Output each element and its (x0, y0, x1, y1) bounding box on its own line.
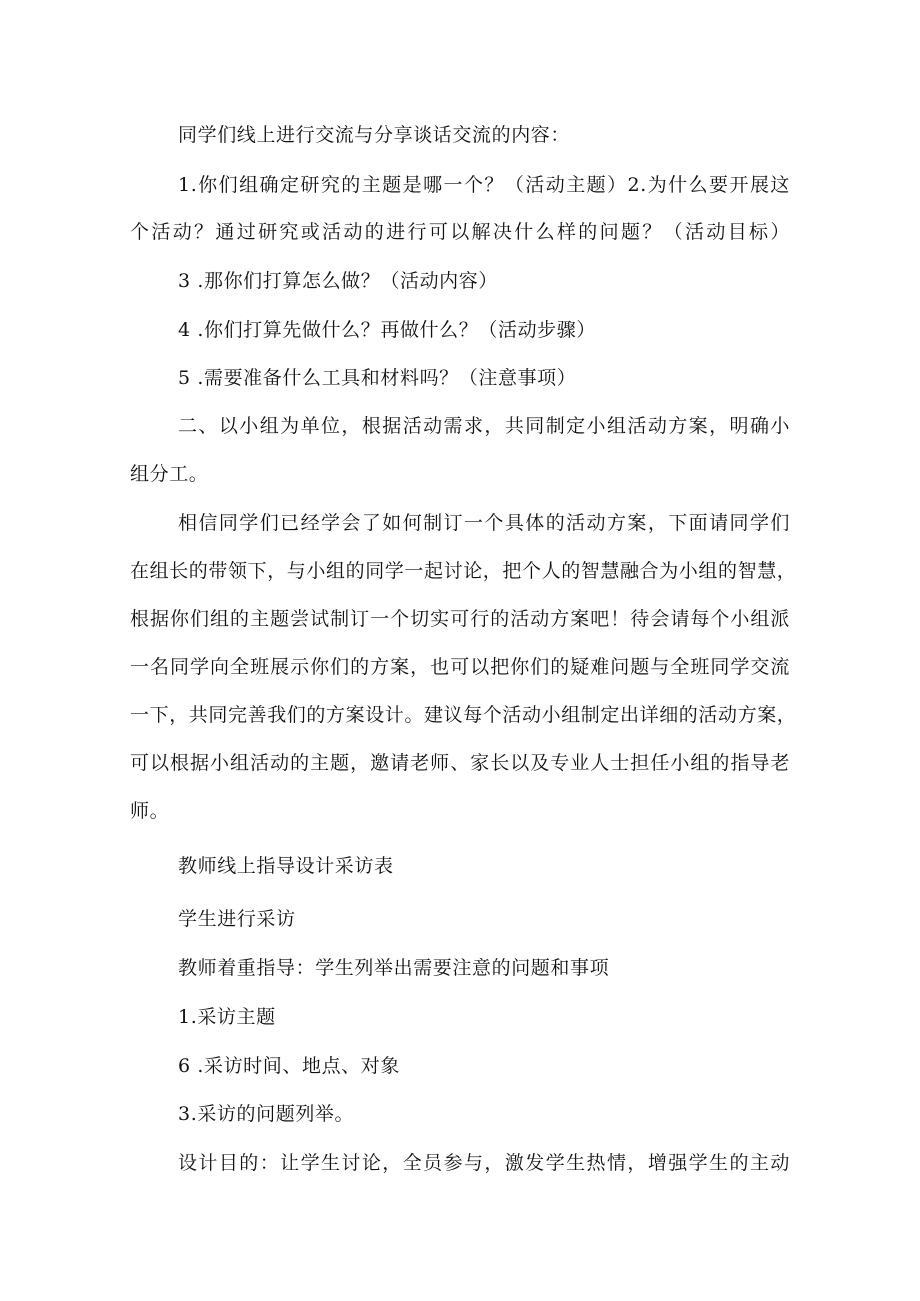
design-purpose-text: 设计目的：让学生讨论，全员参与，激发学生热情，增强学生的主动 (178, 1152, 790, 1174)
paragraph-line-3 (130, 605, 790, 633)
paragraph-text-6: 可以根据小组活动的主题，邀请老师、家长以及专业人士担任小组的指导老 (130, 752, 790, 774)
question-line-2 (130, 218, 790, 246)
paragraph-line-1 (178, 509, 790, 537)
section-heading-line-2: 组分工。 (130, 463, 209, 485)
paragraph-line-7: 师。 (130, 800, 170, 822)
paragraph-line-2 (130, 557, 797, 585)
paragraph-text-3: 根据你们组的主题尝试制订一个切实可行的活动方案吧！待会请每个小组派 (130, 608, 790, 630)
design-purpose-line (178, 1149, 790, 1177)
paragraph-line-5 (130, 701, 797, 729)
question-text-2: 个活动？通过研究或活动的进行可以解决什么样的问题？（活动目标） (130, 221, 790, 243)
student-interview-line: 学生进行采访 (178, 908, 296, 930)
section-heading-line-1 (178, 412, 790, 440)
question-line-1 (178, 171, 790, 199)
list-item-5: 5 .需要准备什么工具和材料吗？（注意事项） (178, 367, 577, 389)
paragraph-line-6 (130, 749, 790, 777)
list-item-3: 3 .那你们打算怎么做？（活动内容） (178, 270, 498, 292)
list-item-4: 4 .你们打算先做什么？再做什么？（活动步骤） (178, 319, 596, 341)
paragraph-text-5: 一下，共同完善我们的方案设计。建议每个活动小组制定出详细的活动方案， (130, 704, 797, 726)
paragraph-line-4 (130, 653, 790, 681)
interview-item-6: 6 .采访时间、地点、对象 (178, 1055, 400, 1077)
question-text-1: 1.你们组确定研究的主题是哪一个？（活动主题）2.为什么要开展这 (178, 174, 790, 196)
paragraph-text-2: 在组长的带领下，与小组的同学一起讨论，把个人的智慧融合为小组的智慧， (130, 560, 797, 582)
interview-table-title: 教师线上指导设计采访表 (178, 855, 394, 877)
paragraph-intro: 同学们线上进行交流与分享谈话交流的内容： (178, 124, 571, 146)
teacher-guidance-line: 教师着重指导：学生列举出需要注意的问题和事项 (178, 957, 610, 979)
paragraph-text-4: 一名同学向全班展示你们的方案，也可以把你们的疑难问题与全班同学交流 (130, 656, 790, 678)
section-heading-text-1: 二、以小组为单位，根据活动需求，共同制定小组活动方案，明确小 (178, 415, 790, 437)
paragraph-text-1: 相信同学们已经学会了如何制订一个具体的活动方案，下面请同学们 (178, 512, 790, 534)
interview-item-1: 1.采访主题 (178, 1006, 276, 1028)
interview-item-3: 3.采访的问题列举。 (178, 1103, 355, 1125)
